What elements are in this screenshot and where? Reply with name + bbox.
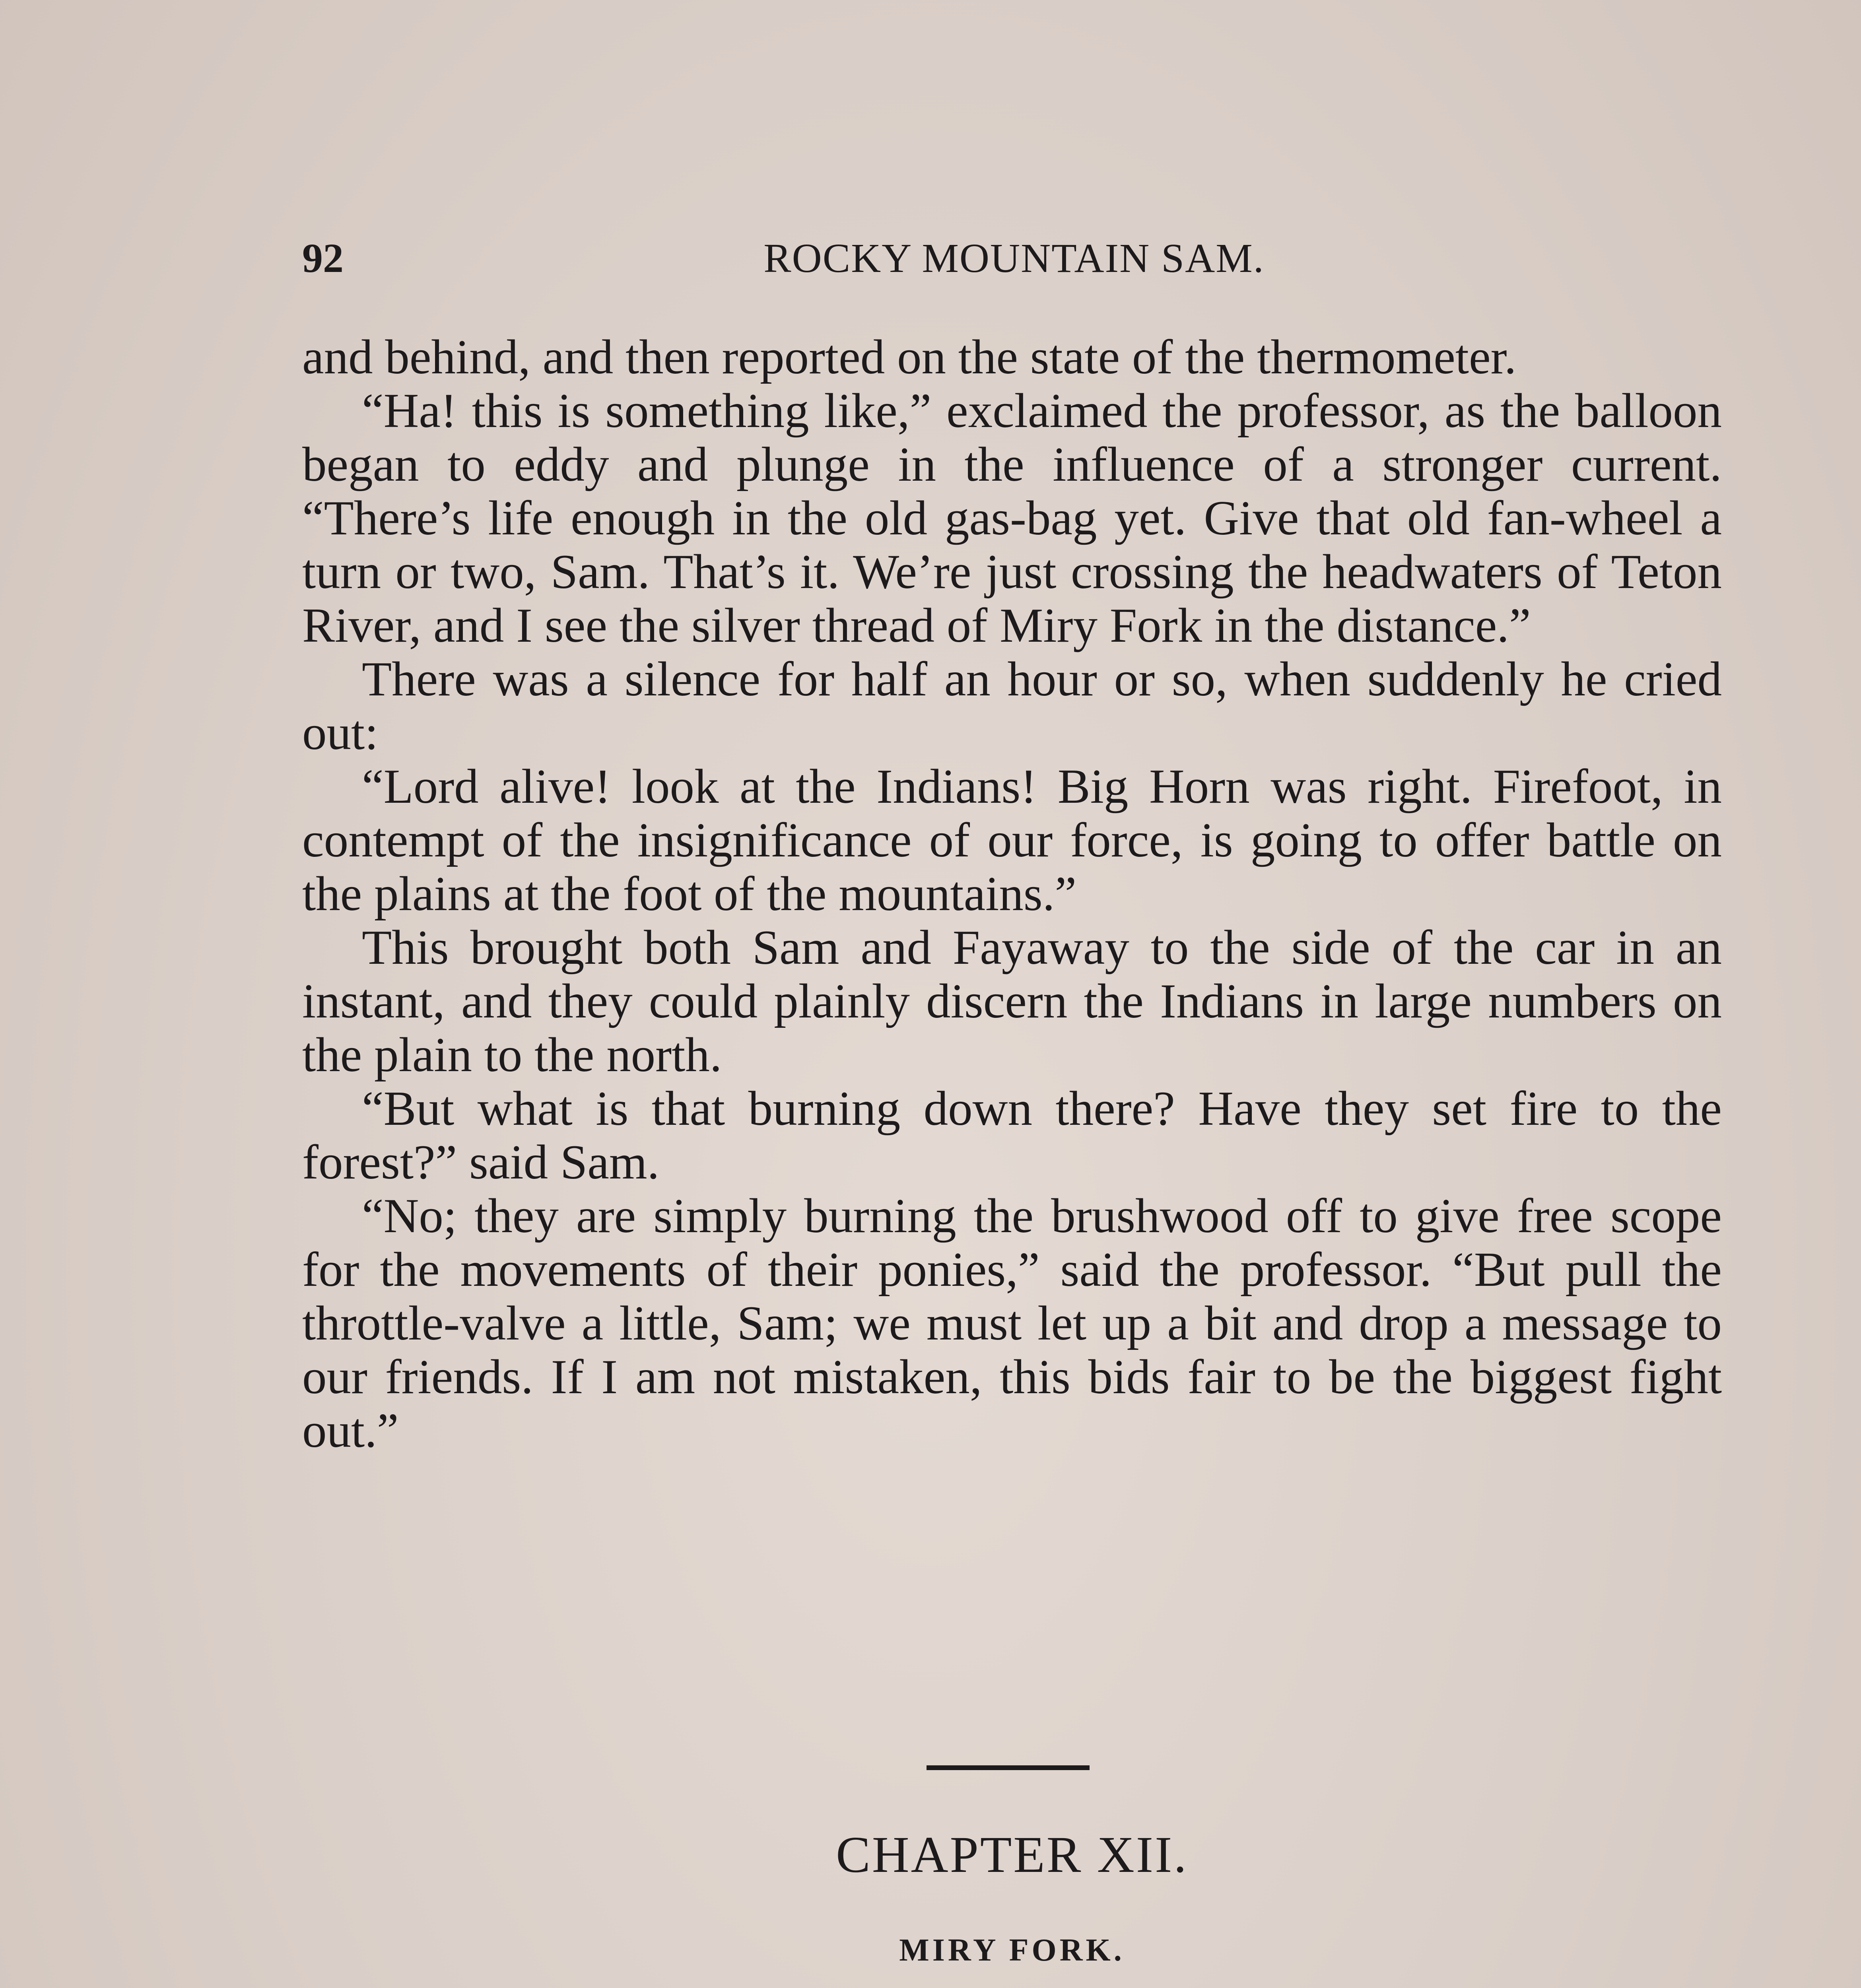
book-title: ROCKY MOUNTAIN SAM. bbox=[763, 235, 1265, 281]
running-head bbox=[302, 235, 1726, 294]
paragraph: and behind, and then reported on the state of the thermometer. bbox=[302, 330, 1517, 384]
paragraph: “Lord alive! look at the Indians! Big Horn was right. Firefoot, in contempt of the insignificance of our force, is going to offer battle on the plains at the foot of the mountains.” bbox=[302, 759, 1722, 921]
chapter-subtitle: MIRY FORK. bbox=[899, 1933, 1125, 1968]
paragraph: This brought both Sam and Fayaway to the side of the car in an instant, and they could plainly discern the Indians in large numbers on the plain to the north. bbox=[302, 920, 1722, 1082]
chapter-title: CHAPTER XII. bbox=[836, 1826, 1188, 1883]
paragraph: There was a silence for half an hour or so, when suddenly he cried out: bbox=[302, 652, 1722, 760]
paragraph: “No; they are simply burning the brushwood off to give free scope for the movements of their ponies,” said the professor. “But pull the throttle-valve a little, Sam; we must let up a bit and drop a message to our friends. If I am not mistaken, this bids fair to be the biggest fight out.” bbox=[302, 1188, 1722, 1458]
page-number: 92 bbox=[302, 235, 344, 281]
section-divider bbox=[927, 1765, 1090, 1770]
body-text bbox=[302, 330, 1722, 1457]
paragraph: “Ha! this is something like,” exclaimed the professor, as the balloon began to eddy and plunge in the influence of a stronger current. “There’s life enough in the old gas-bag yet. Give that old fan-wheel a turn or two, Sam. That’s it. We’re just crossing the headwaters of Teton River, and I see the silver thread of Miry Fork in the distance.” bbox=[302, 383, 1722, 652]
paragraph: “But what is that burning down there? Have they set fire to the forest?” said Sam. bbox=[302, 1081, 1722, 1189]
